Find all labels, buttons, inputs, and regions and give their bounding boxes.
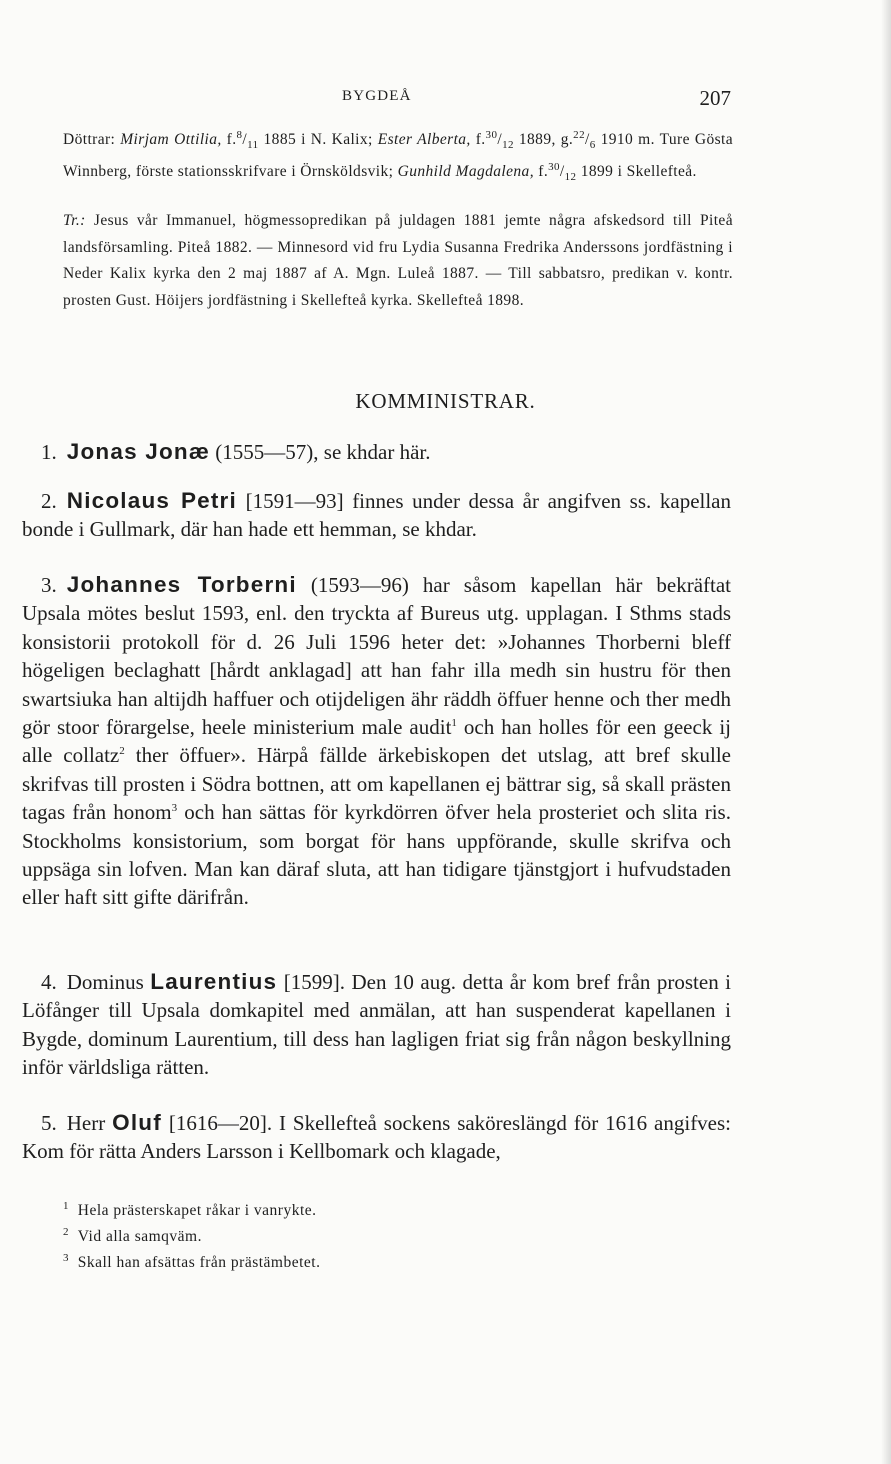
date-slash: / [242, 131, 248, 148]
entry-number: 2. [41, 489, 57, 513]
entry-number: 5. [41, 1111, 57, 1135]
footnote-mark: 3 [63, 1251, 69, 1264]
footnote-text: Hela prästerskapet råkar i vanrykte. [77, 1202, 317, 1219]
page-number: 207 [699, 86, 731, 110]
footnote-ref: 3 [171, 802, 178, 815]
date-month: 12 [564, 170, 577, 183]
footnotes [63, 1198, 733, 1276]
person-name: Laurentius [150, 969, 278, 994]
entry-text: (1593—96) har såsom kapellan här bekräftat Upsala mötes beslut 1593, enl. den tryckta af Bureus utg. upplagan. I Sthms stads konsistorii protokoll för d. 26 Juli 1596 heter det: »Johannes Thorberni bleff högeligen beclaghatt [hårdt anklagad] att han fahr illa medh sin hustru för then swartsiuka han altijdh haffuer och otijdeligen ähr räddh öffuer henne och ther medh gör stoor förargelse, heele ministerium male audit [22, 573, 732, 740]
date-day: 30 [548, 160, 560, 173]
entry-4 [22, 968, 731, 1082]
entry-3 [22, 571, 731, 912]
birth-abbrev: f. [475, 131, 486, 148]
footnote [63, 1198, 733, 1224]
person-name: Nicolaus Petri [66, 488, 237, 513]
date-month: 12 [502, 139, 514, 152]
running-head [0, 88, 891, 112]
date-day: 8 [236, 128, 243, 141]
entry-text: [1616—20]. I Skellefteå sockens saköreslängd för 1616 angifves: Kom för rätta Anders Larsson i Kellbomark och klagade, [22, 1111, 732, 1164]
footnote-mark: 2 [63, 1225, 69, 1238]
person-name: Oluf [112, 1110, 162, 1135]
birth-abbrev: f. [226, 131, 237, 148]
footnote [63, 1250, 733, 1276]
footnote-ref: 2 [119, 745, 125, 758]
entry-text: [1599]. Den 10 aug. detta år kom bref från prosten i Löfånger till Upsala domkapitel med anmälan, att han suspenderat kapellanen i Bygde, dominum Laurentium, till dess han lagligen friat sig från någon beskyllning inför världsliga rätten. [22, 970, 732, 1080]
person-name: Jonas Jonæ [66, 439, 211, 464]
footnote-text: Vid alla samqväm. [77, 1228, 202, 1245]
entry-title: Dominus [66, 970, 144, 994]
entry-number: 1. [41, 440, 57, 464]
daughter-name-2: Ester Alberta, [377, 131, 471, 148]
entry-number: 3. [41, 573, 57, 597]
marriage-details: 1910 m. Ture Gösta Winnberg, förste stationsskrifvare i Örnsköldsvik; [63, 131, 734, 180]
entry-number: 4. [41, 970, 57, 994]
entry-text: och han holles för een geeck ij alle collatz [22, 715, 731, 768]
date-slash: / [584, 131, 590, 148]
footnote-mark: 1 [63, 1199, 69, 1212]
footnote-ref: 1 [451, 717, 457, 730]
running-title: BYGDEÅ [342, 88, 412, 104]
entry-2 [22, 487, 731, 544]
entry-text: och han sättas för kyrkdörren öfver hela prosteriet och slita ris. Stockholms konsistorium, som borgat för hans uppförande, skulle skrifva och uppsäga sin lofven. Man kan däraf sluta, att han tidigare tjänstgjort i hufvudstaden eller haft sitt gifte därifrån. [22, 800, 731, 910]
daughters-label: Döttrar: [63, 131, 116, 148]
footnote-text: Skall han afsättas från prästämbetet. [77, 1254, 321, 1271]
birth-abbrev: f. [538, 162, 549, 180]
entry-text: (1555—57), se khdar här. [215, 440, 431, 464]
married-abbrev: g. [560, 131, 574, 148]
date-slash: / [559, 162, 565, 180]
printed-works-text: Jesus vår Immanuel, högmessopredikan på juldagen 1881 jemte några afskedsord till Piteå landsförsamling. Piteå 1882. — Minnesord vid fru Lydia Susanna Fredrika Anderssons jordfästning i Neder Kalix kyrka den 2 maj 1887 af A. Mgn. Luleå 1887. — Till sabbatsro, predikan v. kontr. prosten Gust. Höijers jordfästning i Skellefteå kyrka. Skellefteå 1898. [63, 212, 733, 309]
person-name: Johannes Torberni [66, 572, 297, 597]
entry-text: ther öffuer». Härpå fällde ärkebiskopen det utslag, att bref skulle skrifvas till prosten i Södra bottnen, att om kapellanen ej bättrar sig, så skall prästen tagas från honom [22, 743, 731, 825]
date-day: 22 [573, 128, 585, 141]
entry-1 [22, 438, 731, 466]
birth-year-place: 1899 i Skellefteå. [580, 162, 697, 180]
footnote [63, 1224, 733, 1250]
birth-year-place: 1885 i N. Kalix; [263, 131, 373, 148]
section-heading: KOMMINISTRAR. [355, 389, 536, 413]
entry-title: Herr [66, 1111, 106, 1135]
printed-works-paragraph [63, 208, 733, 314]
daughter-name-3: Gunhild Magdalena, [397, 162, 534, 180]
daughter-name-1: Mirjam Ottilia, [120, 131, 222, 148]
date-month: 6 [589, 139, 596, 152]
printed-works-label: Tr.: [63, 212, 86, 229]
daughters-paragraph [63, 127, 733, 190]
date-day: 30 [485, 128, 498, 141]
birth-year: 1889, [518, 131, 556, 148]
date-month: 11 [247, 139, 259, 152]
date-slash: / [497, 131, 503, 148]
entry-text: [1591—93] finnes under dessa år angifven ss. kapellan bonde i Gullmark, där han hade ett hemman, se khdar. [22, 489, 732, 542]
entry-5 [22, 1109, 731, 1166]
page-edge-shadow [881, 0, 891, 1464]
